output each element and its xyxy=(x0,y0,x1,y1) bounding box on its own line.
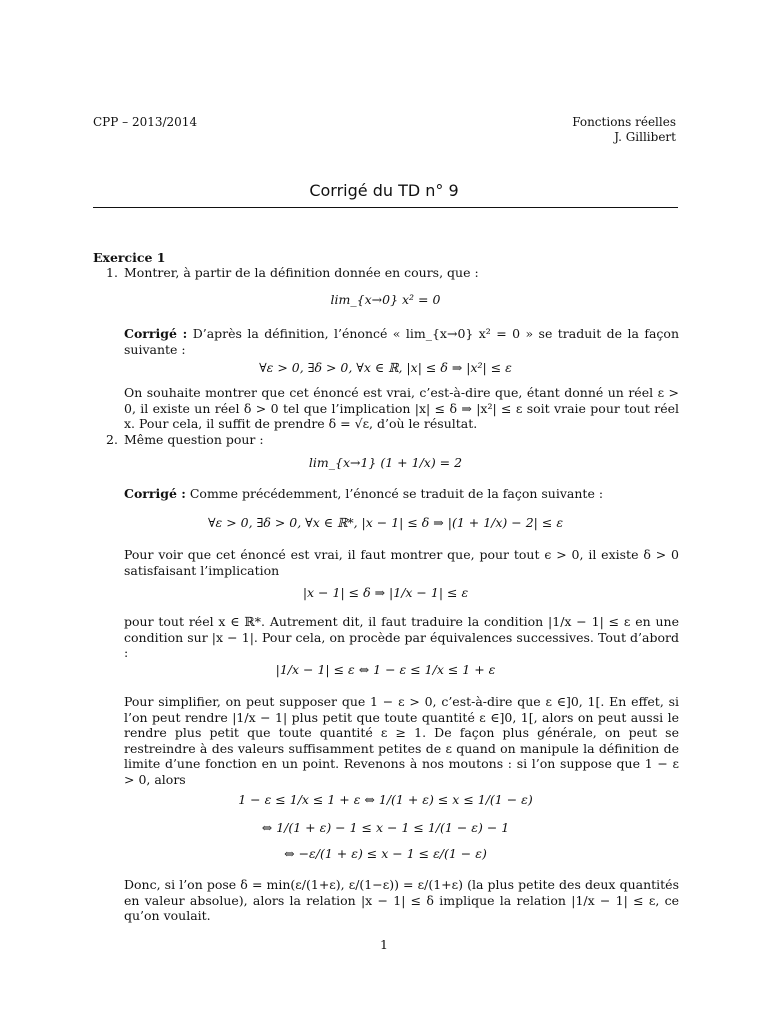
paragraph-1: On souhaite montrer que cet énoncé est vrai, c’est-à-dire que, étant donné un réel ε > 0, il existe un réel δ > 0 tel que l’implication |x| ≤ δ ⇒ |x²| ≤ ε soit vraie pour tout réel x. Pour cela, il suffit de prendre δ = √ε, d’où le résultat. xyxy=(124,385,679,431)
answer-2-label: Corrigé : xyxy=(124,486,186,501)
equation-chain-line-1: 1 − ε ≤ 1/x ≤ 1 + ε ⇔ 1/(1 + ε) ≤ x ≤ 1/(1 − ε) xyxy=(238,792,533,807)
equation-implication: |x − 1| ≤ δ ⇒ |1/x − 1| ≤ ε xyxy=(302,585,469,600)
paragraph-3: pour tout réel x ∈ ℝ*. Autrement dit, il faut traduire la condition |1/x − 1| ≤ ε en une condition sur |x − 1|. Pour cela, on procède par équivalences successives. Tout d’abord : xyxy=(124,614,679,660)
page-title: Corrigé du TD n° 9 xyxy=(309,181,459,200)
header-author: J. Gillibert xyxy=(614,130,676,144)
equation-equivalence: |1/x − 1| ≤ ε ⇔ 1 − ε ≤ 1/x ≤ 1 + ε xyxy=(275,662,496,677)
equation-chain-line-3: ⇔ −ε/(1 + ε) ≤ x − 1 ≤ ε/(1 − ε) xyxy=(284,846,487,861)
item-1-question: Montrer, à partir de la définition donnée en cours, que : xyxy=(124,265,479,280)
answer-1-text: D’après la définition, l’énoncé « lim_{x→0} x² = 0 » se traduit de la façon suivante : xyxy=(124,326,680,357)
equation-epsilon-delta-1: ∀ε > 0, ∃δ > 0, ∀x ∈ ℝ, |x| ≤ δ ⇒ |x²| ≤ ε xyxy=(259,360,512,375)
item-2-question: Même question pour : xyxy=(124,432,264,447)
answer-2-text: Comme précédemment, l’énoncé se traduit de la façon suivante : xyxy=(189,486,604,501)
header-subject: Fonctions réelles xyxy=(572,115,676,129)
equation-limit-x-squared: lim_{x→0} x² = 0 xyxy=(330,292,441,307)
item-1-number: 1. xyxy=(106,265,118,280)
page-number: 1 xyxy=(380,937,388,952)
paragraph-2: Pour voir que cet énoncé est vrai, il faut montrer que, pour tout ϵ > 0, il existe δ > 0 satisfaisant l’implication xyxy=(124,547,679,578)
equation-limit-one-plus-inverse: lim_{x→1} (1 + 1/x) = 2 xyxy=(308,455,463,470)
paragraph-4: Pour simplifier, on peut supposer que 1 − ε > 0, c’est-à-dire que ε ∈]0, 1[. En effet, si l’on peut rendre |1/x − 1| plus petit que toute quantité ε ∈]0, 1[, alors on peut aussi le rendre plus petit que toute quantité ε ≥ 1. De façon plus générale, on peut se restreindre à des valeurs suffisamment petites de ε quand on manipule la définition de limite d’une fonction en un point. Revenons à nos moutons : si l’on suppose que 1 − ε > 0, alors xyxy=(124,694,679,787)
item-2-number: 2. xyxy=(106,432,118,447)
answer-1-intro xyxy=(124,326,679,357)
exercise-heading: Exercice 1 xyxy=(93,250,166,265)
title-divider xyxy=(93,207,678,208)
header-info xyxy=(572,115,676,145)
paragraph-5: Donc, si l’on pose δ = min(ε/(1+ε), ε/(1−ε)) = ε/(1+ε) (la plus petite des deux quantités en valeur absolue), alors la relation |x − 1| ≤ δ implique la relation |1/x − 1| ≤ ε, ce qu’on voulait. xyxy=(124,877,679,923)
answer-2-intro xyxy=(124,486,679,502)
header-course: CPP – 2013/2014 xyxy=(93,115,198,129)
answer-1-label: Corrigé : xyxy=(124,326,188,341)
equation-chain-line-2: ⇔ 1/(1 + ε) − 1 ≤ x − 1 ≤ 1/(1 − ε) − 1 xyxy=(261,820,510,835)
equation-epsilon-delta-2: ∀ε > 0, ∃δ > 0, ∀x ∈ ℝ*, |x − 1| ≤ δ ⇒ |(1 + 1/x) − 2| ≤ ε xyxy=(207,515,564,530)
